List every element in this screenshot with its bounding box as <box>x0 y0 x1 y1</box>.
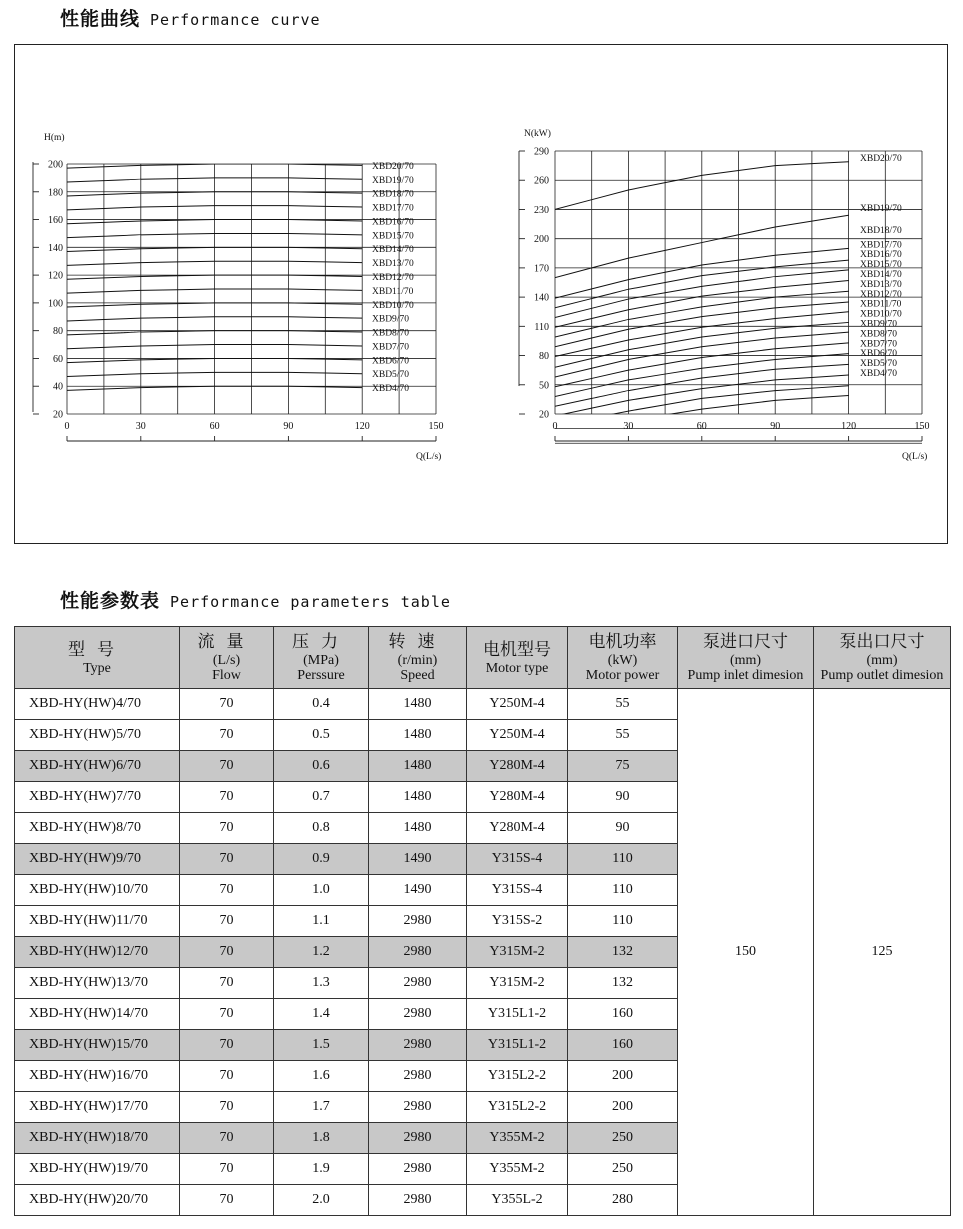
cell-type: XBD-HY(HW)17/70 <box>15 1092 180 1123</box>
cell-type: XBD-HY(HW)19/70 <box>15 1154 180 1185</box>
cell-flow: 70 <box>180 906 274 937</box>
series-label: XBD13/70 <box>860 279 902 290</box>
x-tick-label: 30 <box>623 421 634 432</box>
cell-flow: 70 <box>180 1030 274 1061</box>
column-header <box>180 627 274 689</box>
cell-speed: 2980 <box>369 968 467 999</box>
cell-power: 250 <box>568 1123 678 1154</box>
series-label: XBD18/70 <box>372 189 414 200</box>
column-header <box>814 627 951 689</box>
cell-power: 75 <box>568 751 678 782</box>
cell-type: XBD-HY(HW)16/70 <box>15 1061 180 1092</box>
cell-speed: 2980 <box>369 999 467 1030</box>
column-header-en: Motor power <box>585 668 660 683</box>
column-header-cn: 电机型号 <box>483 639 551 660</box>
cell-speed: 1490 <box>369 875 467 906</box>
cell-power: 200 <box>568 1092 678 1123</box>
cell-type: XBD-HY(HW)6/70 <box>15 751 180 782</box>
cell-motor: Y355L-2 <box>467 1185 568 1216</box>
series-label: XBD14/70 <box>860 270 902 280</box>
cell-pressure: 0.6 <box>274 751 369 782</box>
series-label: XBD15/70 <box>860 260 902 271</box>
column-header-en: (mm) <box>866 653 898 668</box>
cell-power: 200 <box>568 1061 678 1092</box>
series-label: XBD8/70 <box>372 328 409 339</box>
x-tick-label: 0 <box>552 421 558 432</box>
parameters-table <box>14 626 951 1216</box>
cell-type: XBD-HY(HW)8/70 <box>15 813 180 844</box>
y-tick-label: 140 <box>48 242 63 254</box>
cell-pressure: 0.7 <box>274 782 369 813</box>
series-label: XBD9/70 <box>860 319 897 330</box>
cell-pressure: 1.8 <box>274 1123 369 1154</box>
cell-motor: Y315S-4 <box>467 875 568 906</box>
cell-type: XBD-HY(HW)12/70 <box>15 937 180 968</box>
column-header-en: Flow <box>212 668 241 683</box>
table-header-row <box>15 627 951 689</box>
column-header <box>568 627 678 689</box>
cell-motor: Y355M-2 <box>467 1123 568 1154</box>
cell-speed: 1480 <box>369 689 467 720</box>
cell-speed: 2980 <box>369 1185 467 1216</box>
cell-flow: 70 <box>180 720 274 751</box>
cell-motor: Y315L2-2 <box>467 1061 568 1092</box>
cell-power: 55 <box>568 689 678 720</box>
y-tick-label: 100 <box>48 298 63 310</box>
x-tick-label: 120 <box>354 421 370 432</box>
y-tick-label: 60 <box>53 353 63 365</box>
column-header-en: Motor type <box>485 660 549 676</box>
cell-flow: 70 <box>180 1154 274 1185</box>
cell-type: XBD-HY(HW)10/70 <box>15 875 180 906</box>
cell-pressure: 1.6 <box>274 1061 369 1092</box>
cell-flow: 70 <box>180 689 274 720</box>
series-label: XBD6/70 <box>860 349 897 360</box>
column-header-en: Type <box>83 660 111 676</box>
cell-speed: 2980 <box>369 1092 467 1123</box>
series-label: XBD12/70 <box>372 273 414 283</box>
column-header-cn: 泵进口尺寸 <box>703 632 788 652</box>
series-label: XBD4/70 <box>860 369 897 379</box>
y-tick-label: 120 <box>48 270 63 282</box>
cell-speed: 1480 <box>369 720 467 751</box>
cell-speed: 2980 <box>369 937 467 968</box>
cell-motor: Y250M-4 <box>467 689 568 720</box>
y-tick-label: 180 <box>48 187 63 199</box>
cell-pressure: 0.4 <box>274 689 369 720</box>
cell-speed: 1480 <box>369 782 467 813</box>
y-axis-label: N(kW) <box>524 129 551 139</box>
cell-flow: 70 <box>180 875 274 906</box>
cell-flow: 70 <box>180 1185 274 1216</box>
y-tick-label: 230 <box>534 204 549 216</box>
series-label: XBD7/70 <box>372 342 409 353</box>
cell-pressure: 1.9 <box>274 1154 369 1185</box>
column-header-en: Pump inlet dimesion <box>687 668 804 683</box>
cell-type: XBD-HY(HW)13/70 <box>15 968 180 999</box>
cell-pressure: 1.2 <box>274 937 369 968</box>
cell-power: 55 <box>568 720 678 751</box>
series-label: XBD6/70 <box>372 356 409 367</box>
cell-pressure: 0.9 <box>274 844 369 875</box>
column-header-en: Speed <box>400 668 435 683</box>
series-label: XBD5/70 <box>372 370 409 381</box>
x-tick-label: 30 <box>135 421 146 432</box>
cell-motor: Y250M-4 <box>467 720 568 751</box>
cell-outlet-dimension: 125 <box>814 689 951 1216</box>
series-label: XBD10/70 <box>860 309 902 320</box>
series-label: XBD8/70 <box>860 329 897 340</box>
series-label: XBD15/70 <box>372 231 414 242</box>
table-body <box>15 689 951 1216</box>
series-label: XBD11/70 <box>860 299 902 310</box>
column-header-en: Pump outlet dimesion <box>820 668 944 683</box>
cell-type: XBD-HY(HW)11/70 <box>15 906 180 937</box>
column-header-en: (kW) <box>607 653 638 668</box>
cell-power: 280 <box>568 1185 678 1216</box>
cell-type: XBD-HY(HW)18/70 <box>15 1123 180 1154</box>
title-cn: 性能曲线 <box>60 8 141 30</box>
cell-pressure: 0.5 <box>274 720 369 751</box>
column-header <box>678 627 814 689</box>
column-header-en: (r/min) <box>397 653 438 668</box>
cell-type: XBD-HY(HW)4/70 <box>15 689 180 720</box>
y-tick-label: 200 <box>534 234 549 246</box>
cell-pressure: 1.0 <box>274 875 369 906</box>
y-tick-label: 200 <box>48 159 63 171</box>
cell-speed: 2980 <box>369 1154 467 1185</box>
series-label: XBD17/70 <box>860 240 902 251</box>
cell-motor: Y315L2-2 <box>467 1092 568 1123</box>
series-label: XBD16/70 <box>372 217 414 228</box>
cell-motor: Y315M-2 <box>467 937 568 968</box>
cell-speed: 2980 <box>369 1030 467 1061</box>
cell-motor: Y280M-4 <box>467 782 568 813</box>
cell-flow: 70 <box>180 937 274 968</box>
y-tick-label: 80 <box>539 351 549 363</box>
cell-type: XBD-HY(HW)9/70 <box>15 844 180 875</box>
cell-type: XBD-HY(HW)14/70 <box>15 999 180 1030</box>
x-tick-label: 150 <box>428 421 444 432</box>
column-header <box>15 627 180 689</box>
series-label: XBD13/70 <box>372 259 414 270</box>
cell-motor: Y355M-2 <box>467 1154 568 1185</box>
series-label: XBD4/70 <box>372 384 409 395</box>
cell-motor: Y315M-2 <box>467 968 568 999</box>
y-tick-label: 260 <box>534 175 549 187</box>
cell-power: 160 <box>568 999 678 1030</box>
cell-power: 110 <box>568 875 678 906</box>
cell-pressure: 1.1 <box>274 906 369 937</box>
cell-flow: 70 <box>180 751 274 782</box>
cell-flow: 70 <box>180 1061 274 1092</box>
cell-flow: 70 <box>180 1092 274 1123</box>
series-label: XBD11/70 <box>372 286 414 297</box>
cell-motor: Y315S-2 <box>467 906 568 937</box>
cell-power: 160 <box>568 1030 678 1061</box>
cell-speed: 1480 <box>369 813 467 844</box>
column-header <box>274 627 369 689</box>
cell-power: 90 <box>568 782 678 813</box>
cell-speed: 2980 <box>369 906 467 937</box>
column-header-cn: 型号 <box>68 639 126 660</box>
x-tick-label: 90 <box>283 421 294 432</box>
cell-speed: 1490 <box>369 844 467 875</box>
cell-pressure: 1.5 <box>274 1030 369 1061</box>
series-label: XBD18/70 <box>860 226 902 236</box>
column-header-en: (L/s) <box>212 653 241 668</box>
series-label: XBD10/70 <box>372 300 414 311</box>
column-header-cn: 电机功率 <box>588 632 657 652</box>
column-header-cn: 泵出口尺寸 <box>839 632 925 652</box>
series-label: XBD17/70 <box>372 203 414 214</box>
y-tick-label: 160 <box>48 215 63 227</box>
cell-flow: 70 <box>180 782 274 813</box>
table-row <box>15 689 951 720</box>
cell-flow: 70 <box>180 813 274 844</box>
x-axis-label: Q(L/s) <box>902 452 928 462</box>
y-tick-label: 170 <box>534 263 549 275</box>
series-label: XBD19/70 <box>372 175 414 186</box>
x-axis-label: Q(L/s) <box>416 452 442 462</box>
cell-speed: 2980 <box>369 1123 467 1154</box>
series-label: XBD19/70 <box>860 204 902 214</box>
cell-type: XBD-HY(HW)7/70 <box>15 782 180 813</box>
series-label: XBD16/70 <box>860 250 902 261</box>
y-tick-label: 110 <box>534 321 549 333</box>
head-chart <box>33 132 444 462</box>
cell-pressure: 1.7 <box>274 1092 369 1123</box>
y-axis-label: H(m) <box>44 133 65 143</box>
title-cn: 性能参数表 <box>60 590 161 612</box>
cell-speed: 2980 <box>369 1061 467 1092</box>
column-header <box>369 627 467 689</box>
y-tick-label: 20 <box>53 409 63 421</box>
cell-pressure: 1.4 <box>274 999 369 1030</box>
cell-power: 132 <box>568 937 678 968</box>
series-label: XBD7/70 <box>860 339 897 350</box>
x-tick-label: 0 <box>64 421 70 432</box>
column-header-cn: 流量 <box>197 632 256 652</box>
column-header-cn: 压力 <box>292 632 350 652</box>
column-header-en: (mm) <box>729 653 762 668</box>
cell-motor: Y280M-4 <box>467 751 568 782</box>
column-header-cn: 转速 <box>388 632 447 652</box>
cell-pressure: 2.0 <box>274 1185 369 1216</box>
cell-type: XBD-HY(HW)20/70 <box>15 1185 180 1216</box>
cell-motor: Y315L1-2 <box>467 1030 568 1061</box>
cell-power: 132 <box>568 968 678 999</box>
column-header-en: (MPa) <box>303 653 339 668</box>
y-tick-label: 50 <box>539 380 549 392</box>
series-label: XBD20/70 <box>860 154 902 164</box>
y-tick-label: 80 <box>53 326 63 338</box>
cell-type: XBD-HY(HW)5/70 <box>15 720 180 751</box>
x-tick-label: 120 <box>841 421 857 432</box>
y-tick-label: 40 <box>53 381 63 393</box>
cell-flow: 70 <box>180 1123 274 1154</box>
cell-pressure: 1.3 <box>274 968 369 999</box>
cell-pressure: 0.8 <box>274 813 369 844</box>
power-chart <box>519 128 930 462</box>
parameters-table-title <box>60 586 451 613</box>
series-label: XBD14/70 <box>372 245 414 256</box>
cell-motor: Y280M-4 <box>467 813 568 844</box>
cell-motor: Y315S-4 <box>467 844 568 875</box>
series-label: XBD9/70 <box>372 314 409 325</box>
cell-inlet-dimension: 150 <box>678 689 814 1216</box>
cell-power: 250 <box>568 1154 678 1185</box>
x-tick-label: 60 <box>696 421 707 432</box>
cell-power: 110 <box>568 906 678 937</box>
y-tick-label: 290 <box>534 146 549 158</box>
performance-charts <box>0 0 963 560</box>
series-label: XBD20/70 <box>372 161 414 172</box>
cell-power: 110 <box>568 844 678 875</box>
y-tick-label: 140 <box>534 292 549 304</box>
cell-flow: 70 <box>180 844 274 875</box>
column-header-en: Perssure <box>297 668 345 683</box>
x-tick-label: 60 <box>209 421 220 432</box>
title-en: Performance parameters table <box>170 593 451 611</box>
x-tick-label: 90 <box>770 421 781 432</box>
title-en: Performance curve <box>150 11 321 29</box>
cell-type: XBD-HY(HW)15/70 <box>15 1030 180 1061</box>
column-header <box>467 627 568 689</box>
cell-power: 90 <box>568 813 678 844</box>
cell-flow: 70 <box>180 999 274 1030</box>
series-label: XBD12/70 <box>860 289 902 300</box>
cell-flow: 70 <box>180 968 274 999</box>
series-label: XBD5/70 <box>860 359 897 370</box>
y-tick-label: 20 <box>539 409 549 421</box>
x-tick-label: 150 <box>914 421 930 432</box>
cell-speed: 1480 <box>369 751 467 782</box>
cell-motor: Y315L1-2 <box>467 999 568 1030</box>
